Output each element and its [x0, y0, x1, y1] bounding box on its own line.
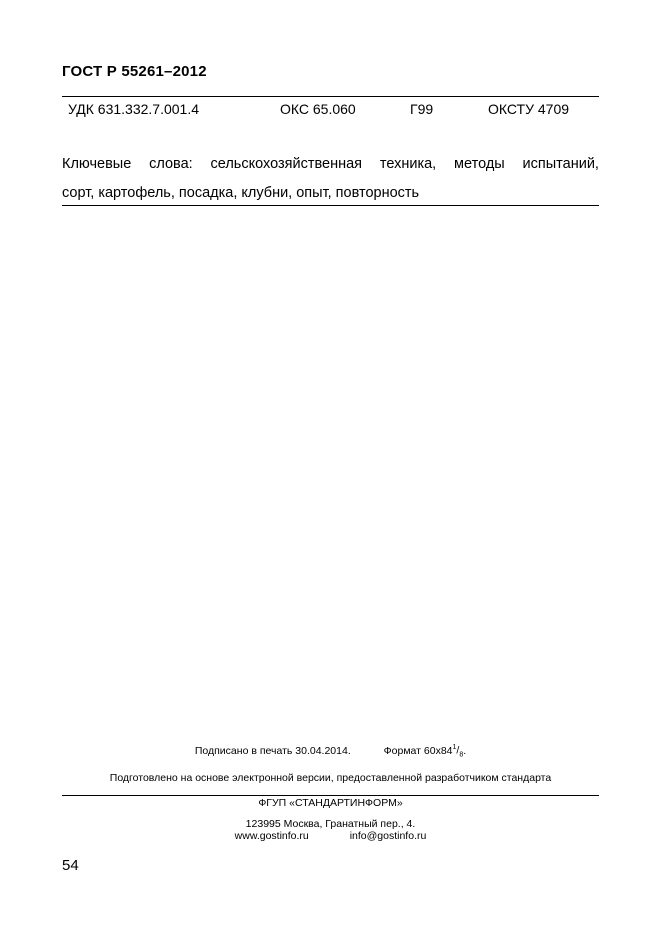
signed-date: Подписано в печать 30.04.2014.	[194, 744, 351, 757]
signed-line	[0, 744, 661, 759]
udk-code: УДК 631.332.7.001.4	[68, 101, 199, 117]
keywords-line-1	[62, 150, 599, 179]
group-code: Г99	[410, 101, 434, 117]
keywords-divider	[62, 205, 599, 206]
standard-title: ГОСТ Р 55261–2012	[62, 63, 207, 80]
keyword-word: Ключевые	[62, 156, 132, 172]
keyword-word: испытаний,	[522, 156, 599, 172]
keywords-line-2: сорт, картофель, посадка, клубни, опыт, повторность	[62, 185, 420, 201]
print-format: Формат $60x84^1/_8$.	[383, 744, 467, 759]
keyword-word: техника,	[379, 156, 437, 172]
classification-row	[62, 96, 599, 119]
keyword-word: слова:	[149, 156, 193, 172]
prepared-note: Подготовлено на основе электронной версии, предоставленной разработчиком стандарта	[109, 772, 552, 784]
imprint-divider	[62, 795, 599, 796]
website-link[interactable]: www.gostinfo.ru	[234, 830, 309, 842]
email-link[interactable]: info@gostinfo.ru	[349, 830, 427, 842]
publisher-contacts	[0, 830, 661, 842]
keywords-block	[62, 150, 599, 208]
oks-code: ОКС 65.060	[280, 101, 356, 117]
page-number: 54	[62, 857, 79, 874]
publisher-name: ФГУП «СТАНДАРТИНФОРМ»	[258, 797, 403, 809]
keyword-word: сельскохозяйственная	[210, 156, 363, 172]
publisher-address: 123995 Москва, Гранатный пер., 4.	[245, 818, 416, 830]
keyword-word: методы	[454, 156, 505, 172]
okstu-code: ОКСТУ 4709	[488, 101, 570, 117]
